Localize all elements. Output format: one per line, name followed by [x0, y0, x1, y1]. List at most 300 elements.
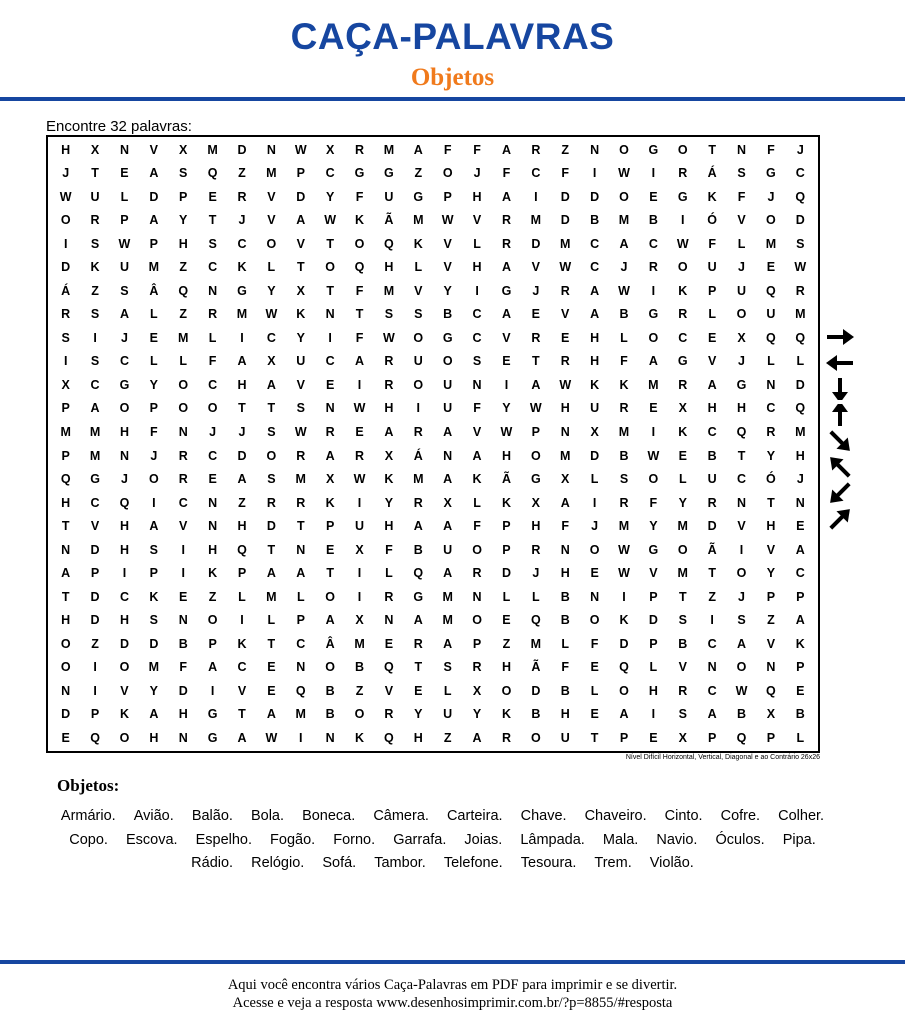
grid-cell: F	[473, 142, 481, 157]
grid-cell: K	[795, 636, 805, 651]
grid-cell: C	[795, 166, 805, 181]
grid-cell: R	[472, 660, 482, 675]
grid-cell: A	[149, 519, 159, 534]
grid-cell: I	[181, 542, 185, 557]
grid-cell: X	[61, 377, 70, 392]
grid-cell: I	[93, 660, 97, 675]
grid-cell: K	[590, 377, 600, 392]
word-item: Balão.	[191, 808, 233, 824]
grid-cell: R	[266, 495, 276, 510]
grid-cell: L	[208, 330, 217, 345]
grid-cell: Z	[179, 307, 188, 322]
word-item: Copo.	[69, 831, 108, 848]
grid-cell: C	[531, 166, 541, 181]
grid-cell: O	[736, 566, 747, 581]
grid-cell: A	[619, 236, 629, 251]
grid-cell: K	[119, 707, 129, 722]
grid-cell: A	[413, 519, 423, 534]
grid-cell: V	[179, 519, 188, 534]
grid-cell: H	[737, 401, 747, 416]
grid-cell: A	[443, 566, 453, 581]
grid-cell: R	[355, 142, 365, 157]
grid-cell: R	[678, 166, 688, 181]
grid-cell: Z	[238, 166, 246, 181]
grid-cell: V	[443, 260, 452, 275]
grid-cell: P	[296, 166, 305, 181]
grid-cell: J	[620, 260, 628, 275]
grid-cell: N	[208, 495, 218, 510]
grid-cell: J	[120, 472, 128, 487]
grid-cell: H	[795, 448, 805, 463]
grid-cell: I	[681, 213, 685, 228]
grid-cell: N	[61, 542, 71, 557]
grid-cell: P	[90, 566, 100, 581]
grid-cell: T	[708, 566, 716, 581]
grid-cell: O	[442, 166, 453, 181]
grid-cell: J	[738, 354, 745, 369]
grid-cell: D	[619, 636, 629, 651]
grid-cell: F	[737, 189, 746, 204]
arrow-up-icon	[823, 404, 857, 426]
grid-cell: Y	[766, 448, 776, 463]
grid-cell: G	[648, 307, 659, 322]
grid-cell: T	[208, 213, 217, 228]
grid-cell: M	[207, 142, 218, 157]
grid-cell: K	[296, 307, 306, 322]
grid-cell: I	[416, 401, 421, 416]
grid-cell: O	[677, 142, 688, 157]
word-item: Relógio.	[251, 855, 305, 871]
grid-cell: A	[472, 730, 482, 745]
grid-cell: K	[208, 566, 218, 581]
grid-cell: N	[178, 613, 188, 628]
grid-cell: R	[61, 307, 71, 322]
grid-cell: R	[531, 142, 541, 157]
grid-cell: V	[766, 636, 776, 651]
grid-cell: Y	[267, 283, 276, 298]
grid-cell: S	[796, 236, 805, 251]
grid-cell: M	[560, 236, 571, 251]
grid-cell: M	[148, 260, 160, 275]
grid-cell: V	[237, 683, 247, 698]
grid-cell: C	[707, 424, 717, 439]
grid-cell: M	[266, 589, 277, 604]
grid-cell: K	[678, 424, 688, 439]
grid-cell: J	[591, 519, 599, 534]
grid-cell: O	[619, 683, 629, 698]
grid-cell: Q	[60, 472, 71, 487]
grid-cell: E	[414, 683, 423, 698]
grid-cell: O	[619, 189, 629, 204]
grid-cell: R	[560, 283, 570, 298]
grid-cell: C	[795, 566, 805, 581]
grid-cell: N	[208, 283, 218, 298]
grid-cell: O	[530, 730, 541, 745]
grid-cell: V	[120, 683, 129, 698]
grid-cell: P	[766, 730, 776, 745]
grid-cell: T	[267, 542, 276, 557]
grid-cell: R	[384, 377, 394, 392]
grid-cell: E	[766, 260, 776, 275]
grid-cell: U	[355, 519, 365, 534]
grid-cell: G	[413, 189, 424, 204]
grid-cell: E	[267, 683, 276, 698]
grid-cell: S	[384, 307, 394, 322]
grid-cell: L	[385, 566, 393, 581]
word-item: Chaveiro.	[584, 808, 647, 824]
grid-cell: P	[649, 589, 658, 604]
grid-cell: H	[707, 401, 717, 416]
grid-cell: C	[90, 377, 100, 392]
grid-cell: A	[795, 613, 805, 628]
grid-cell: T	[61, 519, 70, 534]
grid-cell: W	[618, 283, 630, 298]
grid-cell: E	[325, 377, 335, 392]
grid-cell: C	[325, 166, 335, 181]
grid-cell: G	[530, 472, 541, 487]
grid-cell: P	[90, 707, 100, 722]
grid-cell: M	[383, 283, 395, 298]
grid-cell: M	[677, 519, 688, 534]
grid-cell: E	[355, 424, 364, 439]
grid-cell: I	[475, 283, 479, 298]
grid-cell: K	[149, 589, 159, 604]
grid-cell: B	[678, 636, 688, 651]
grid-cell: A	[413, 613, 423, 628]
grid-cell: S	[179, 166, 188, 181]
top-divider	[0, 97, 905, 101]
grid-cell: Ó	[766, 472, 776, 487]
grid-cell: O	[619, 142, 629, 157]
grid-cell: B	[648, 213, 658, 228]
grid-cell: V	[267, 189, 276, 204]
word-item: Tesoura.	[520, 855, 577, 871]
grid-cell: A	[501, 307, 511, 322]
grid-cell: O	[266, 448, 277, 463]
grid-cell: O	[442, 354, 453, 369]
grid-cell: O	[325, 260, 336, 275]
grid-cell: N	[266, 142, 276, 157]
grid-cell: P	[472, 636, 482, 651]
grid-cell: H	[61, 613, 71, 628]
grid-cell: R	[413, 495, 423, 510]
grid-cell: F	[385, 542, 393, 557]
grid-cell: T	[326, 283, 334, 298]
grid-cell: Z	[414, 166, 423, 181]
grid-cell: F	[355, 330, 364, 345]
grid-cell: T	[326, 236, 334, 251]
grid-cell: R	[355, 448, 365, 463]
grid-cell: W	[353, 401, 366, 416]
grid-cell: C	[296, 636, 306, 651]
grid-cell: F	[561, 166, 570, 181]
grid-cell: Z	[91, 636, 99, 651]
word-item: Trem.	[594, 855, 632, 871]
grid-cell: D	[795, 377, 805, 392]
grid-cell: D	[119, 636, 129, 651]
grid-cell: C	[766, 401, 776, 416]
grid-cell: L	[678, 472, 687, 487]
grid-cell: G	[442, 330, 453, 345]
grid-cell: P	[149, 566, 158, 581]
grid-cell: X	[90, 142, 100, 157]
grid-cell: T	[767, 495, 775, 510]
grid-cell: A	[90, 401, 100, 416]
grid-cell: C	[325, 354, 335, 369]
grid-cell: C	[707, 636, 717, 651]
grid-cell: Y	[384, 495, 394, 510]
grid-cell: Q	[766, 683, 776, 698]
grid-cell: Q	[413, 566, 424, 581]
grid-cell: W	[265, 307, 278, 322]
grid-cell: P	[296, 613, 305, 628]
grid-cell: Z	[561, 142, 570, 157]
grid-cell: I	[93, 683, 97, 698]
arrow-down-icon	[823, 378, 857, 400]
grid-cell: X	[325, 472, 335, 487]
grid-cell: R	[413, 636, 423, 651]
grid-cell: O	[119, 401, 130, 416]
grid-cell: A	[237, 472, 247, 487]
grid-cell: N	[296, 660, 306, 675]
grid-cell: W	[618, 542, 630, 557]
grid-cell: C	[472, 330, 482, 345]
grid-cell: U	[443, 707, 453, 722]
grid-cell: H	[413, 730, 423, 745]
word-item: Fogão.	[270, 831, 316, 848]
grid-cell: W	[265, 730, 278, 745]
grid-cell: A	[413, 142, 423, 157]
grid-cell: Q	[619, 660, 629, 675]
grid-cell: V	[472, 213, 482, 228]
grid-cell: P	[61, 401, 70, 416]
grid-cell: H	[119, 519, 129, 534]
grid-cell: X	[590, 424, 599, 439]
grid-cell: A	[472, 448, 482, 463]
grid-cell: F	[355, 283, 364, 298]
grid-cell: Q	[795, 189, 806, 204]
grid-cell: A	[501, 189, 511, 204]
grid-cell: D	[795, 213, 805, 228]
word-item: Pipa.	[782, 831, 816, 848]
grid-cell: X	[325, 142, 335, 157]
grid-cell: H	[501, 448, 511, 463]
grid-cell: L	[179, 354, 188, 369]
grid-cell: D	[590, 448, 600, 463]
grid-cell: Y	[502, 401, 511, 416]
grid-cell: E	[120, 166, 129, 181]
grid-cell: Y	[472, 707, 482, 722]
grid-cell: D	[266, 519, 276, 534]
grid-cell: P	[149, 236, 158, 251]
grid-cell: P	[120, 213, 129, 228]
grid-cell: J	[532, 566, 540, 581]
grid-cell: O	[501, 683, 512, 698]
grid-cell: Y	[296, 330, 305, 345]
grid-cell: Y	[179, 213, 188, 228]
level-note: Nível Difícil Horizontal, Vertical, Diagonal e ao Contrário 26x26	[625, 754, 820, 761]
grid-cell: C	[237, 236, 247, 251]
grid-cell: A	[619, 707, 629, 722]
grid-cell: I	[651, 707, 656, 722]
grid-cell: Z	[208, 589, 217, 604]
grid-cell: O	[677, 260, 688, 275]
grid-cell: G	[677, 189, 688, 204]
grid-cell: M	[442, 613, 453, 628]
grid-cell: O	[677, 542, 688, 557]
grid-cell: L	[796, 354, 805, 369]
grid-cell: O	[589, 542, 600, 557]
grid-cell: T	[678, 589, 687, 604]
grid-cell: V	[737, 519, 746, 534]
grid-cell: W	[118, 236, 131, 251]
grid-cell: Á	[707, 166, 717, 181]
grid-cell: I	[651, 424, 656, 439]
grid-cell: K	[619, 613, 629, 628]
grid-cell: P	[502, 519, 511, 534]
grid-cell: M	[795, 424, 806, 439]
grid-cell: Ã	[501, 472, 511, 487]
grid-cell: G	[384, 166, 394, 181]
grid-cell: V	[296, 236, 305, 251]
grid-cell: G	[207, 730, 218, 745]
grid-cell: O	[413, 377, 424, 392]
grid-cell: R	[501, 236, 511, 251]
grid-cell: K	[237, 260, 247, 275]
grid-cell: C	[678, 330, 688, 345]
grid-cell: C	[590, 236, 600, 251]
grid-cell: R	[501, 213, 511, 228]
grid-cell: D	[560, 213, 570, 228]
grid-cell: E	[590, 660, 599, 675]
grid-cell: W	[735, 683, 748, 698]
grid-cell: O	[766, 213, 776, 228]
grid-cell: A	[443, 424, 453, 439]
grid-cell: Z	[179, 260, 188, 275]
grid-cell: N	[766, 660, 776, 675]
grid-cell: E	[649, 189, 658, 204]
grid-cell: S	[267, 424, 276, 439]
word-item: Rádio.	[191, 855, 234, 871]
grid-cell: I	[357, 589, 362, 604]
grid-cell: V	[472, 424, 482, 439]
grid-cell: H	[61, 495, 71, 510]
grid-cell: O	[148, 472, 159, 487]
grid-cell: A	[707, 377, 717, 392]
word-item: Chave.	[520, 808, 567, 824]
grid-cell: C	[90, 495, 100, 510]
grid-cell: S	[90, 307, 100, 322]
grid-cell: J	[738, 260, 745, 275]
grid-cell: O	[472, 613, 482, 628]
grid-cell: H	[178, 707, 188, 722]
grid-cell: F	[590, 636, 599, 651]
grid-cell: K	[678, 283, 688, 298]
footer	[0, 976, 905, 1012]
grid-cell: C	[208, 448, 218, 463]
grid-cell: E	[502, 354, 511, 369]
grid-cell: D	[501, 566, 511, 581]
grid-cell: W	[559, 377, 572, 392]
grid-cell: N	[208, 519, 218, 534]
grid-cell: S	[737, 613, 746, 628]
grid-cell: P	[649, 636, 658, 651]
grid-cell: B	[737, 707, 747, 722]
word-search-grid	[46, 135, 820, 753]
grid-cell: V	[678, 660, 687, 675]
word-item: Sofá.	[322, 855, 357, 871]
grid-cell: U	[443, 542, 453, 557]
grid-cell: C	[648, 236, 658, 251]
grid-cell: S	[90, 236, 100, 251]
grid-cell: I	[63, 236, 68, 251]
grid-cell: F	[208, 354, 217, 369]
grid-cell: T	[267, 401, 276, 416]
grid-cell: M	[89, 424, 101, 439]
grid-cell: Q	[736, 424, 747, 439]
grid-cell: X	[766, 707, 776, 722]
grid-cell: V	[502, 330, 511, 345]
grid-cell: R	[384, 589, 394, 604]
grid-cell: V	[649, 566, 658, 581]
grid-cell: O	[60, 636, 71, 651]
grid-cell: A	[707, 707, 717, 722]
grid-cell: G	[501, 283, 512, 298]
grid-cell: O	[530, 448, 541, 463]
grid-cell: O	[325, 589, 336, 604]
word-item: Espelho.	[195, 831, 253, 848]
grid-cell: J	[767, 189, 775, 204]
grid-cell: D	[149, 189, 159, 204]
grid-cell: M	[383, 142, 395, 157]
grid-cell: R	[501, 730, 511, 745]
grid-cell: H	[384, 260, 394, 275]
grid-cell: A	[560, 495, 570, 510]
grid-cell: G	[413, 589, 424, 604]
grid-cell: F	[355, 189, 364, 204]
grid-cell: E	[149, 330, 158, 345]
grid-cell: I	[534, 189, 538, 204]
grid-cell: E	[208, 189, 217, 204]
grid-cell: S	[149, 613, 158, 628]
page-title: CAÇA-PALAVRAS	[290, 16, 615, 57]
grid-cell: D	[648, 613, 658, 628]
grid-cell: X	[384, 448, 394, 463]
grid-cell: O	[178, 401, 189, 416]
grid-cell: O	[736, 307, 747, 322]
grid-cell: C	[737, 472, 747, 487]
grid-cell: Z	[502, 636, 511, 651]
grid-cell: R	[413, 424, 423, 439]
grid-cell: C	[208, 260, 218, 275]
grid-cell: Z	[91, 283, 99, 298]
grid-cell: N	[384, 613, 394, 628]
grid-cell: G	[766, 166, 776, 181]
grid-cell: N	[178, 424, 188, 439]
grid-cell: H	[766, 519, 776, 534]
grid-cell: I	[651, 283, 656, 298]
grid-cell: E	[531, 307, 540, 322]
grid-cell: M	[677, 566, 688, 581]
grid-cell: M	[413, 213, 424, 228]
grid-cell: A	[443, 472, 453, 487]
grid-cell: G	[90, 472, 100, 487]
grid-cell: V	[707, 354, 717, 369]
grid-cell: Q	[207, 166, 218, 181]
grid-cell: Á	[61, 283, 71, 298]
grid-cell: B	[590, 213, 600, 228]
grid-cell: E	[590, 707, 599, 722]
